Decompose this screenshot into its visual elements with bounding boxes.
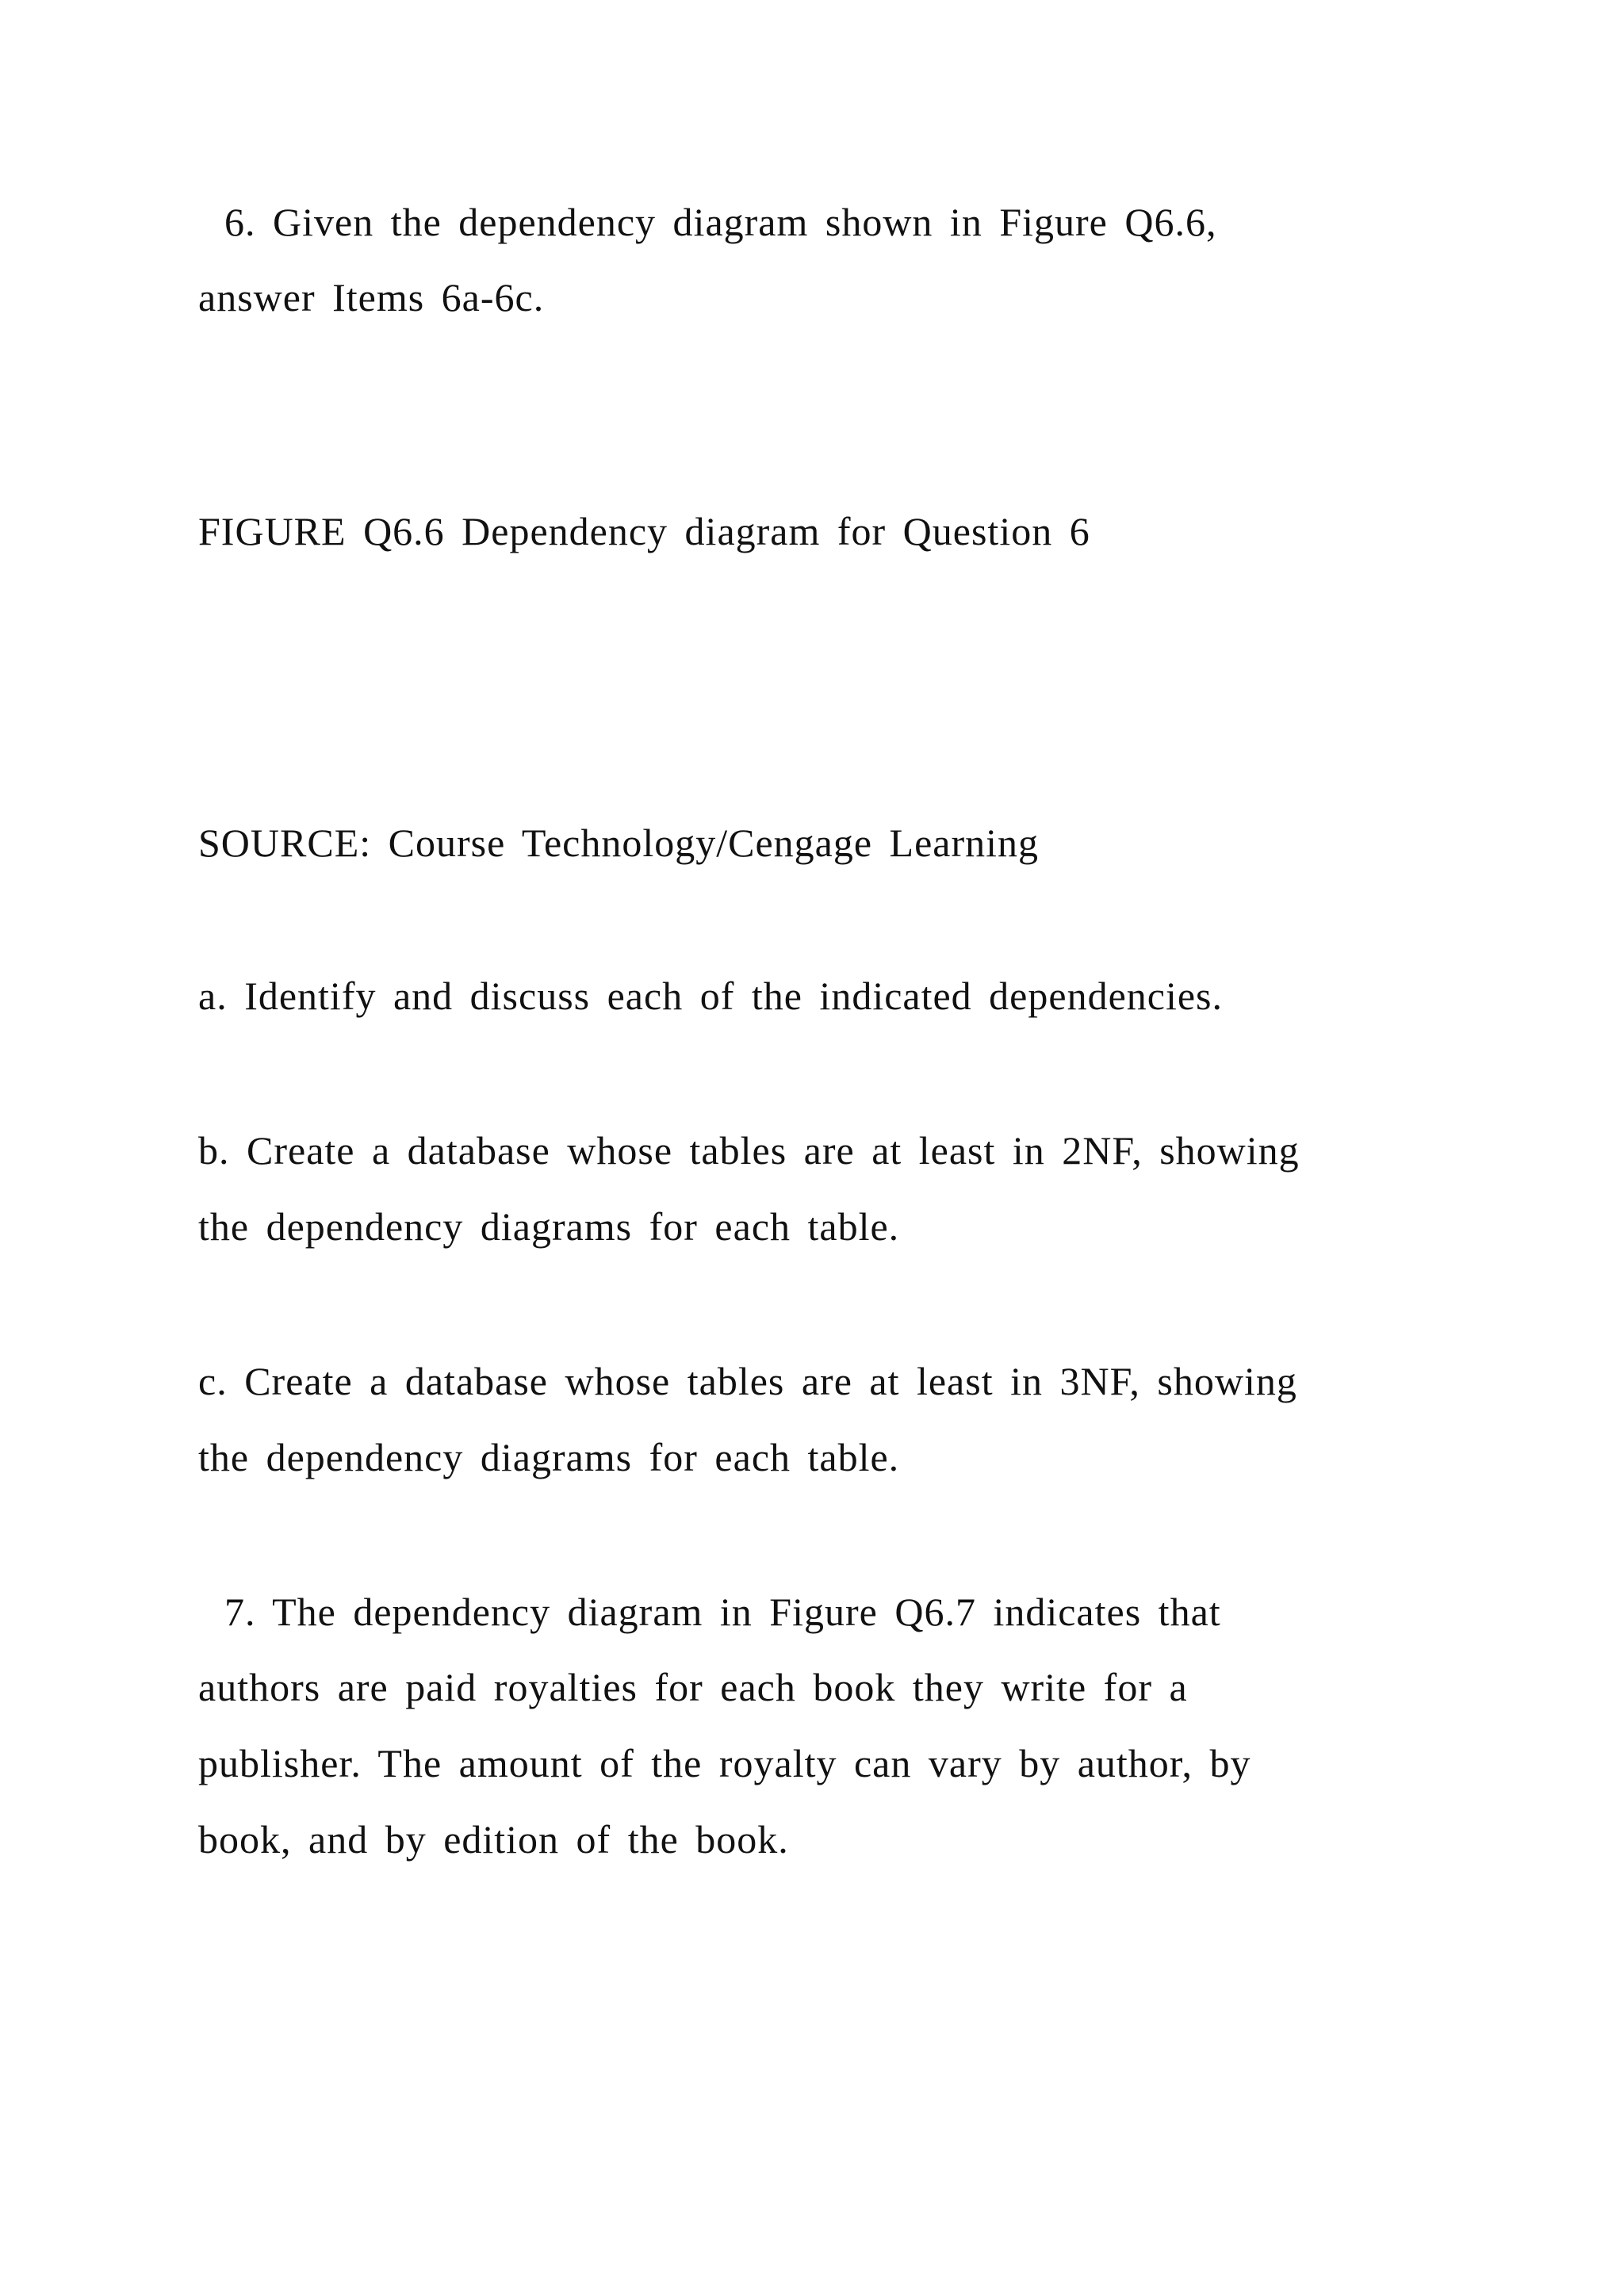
question-7-text-line-4: book, and by edition of the book. xyxy=(198,1817,789,1862)
question-6-text-line-2: answer Items 6a-6c. xyxy=(198,275,545,320)
question-7-text-line-2: authors are paid royalties for each book they write for a xyxy=(198,1665,1188,1709)
question-7-text-line-1: 7. The dependency diagram in Figure Q6.7 indicates that xyxy=(224,1590,1221,1634)
item-b-line-2: the dependency diagrams for each table. xyxy=(198,1204,900,1249)
item-b-line-1: b. Create a database whose tables are at least in 2NF, showing xyxy=(198,1128,1300,1173)
figure-caption: FIGURE Q6.6 Dependency diagram for Question 6 xyxy=(198,509,1090,553)
question-6-text-line-1: 6. Given the dependency diagram shown in Figure Q6.6, xyxy=(224,200,1217,244)
item-c-line-1: c. Create a database whose tables are at least in 3NF, showing xyxy=(198,1359,1297,1403)
question-7-text-line-3: publisher. The amount of the royalty can vary by author, by xyxy=(198,1741,1251,1785)
figure-source: SOURCE: Course Technology/Cengage Learning xyxy=(198,821,1040,865)
item-c-line-2: the dependency diagrams for each table. xyxy=(198,1435,900,1479)
item-a: a. Identify and discuss each of the indicated dependencies. xyxy=(198,974,1223,1018)
